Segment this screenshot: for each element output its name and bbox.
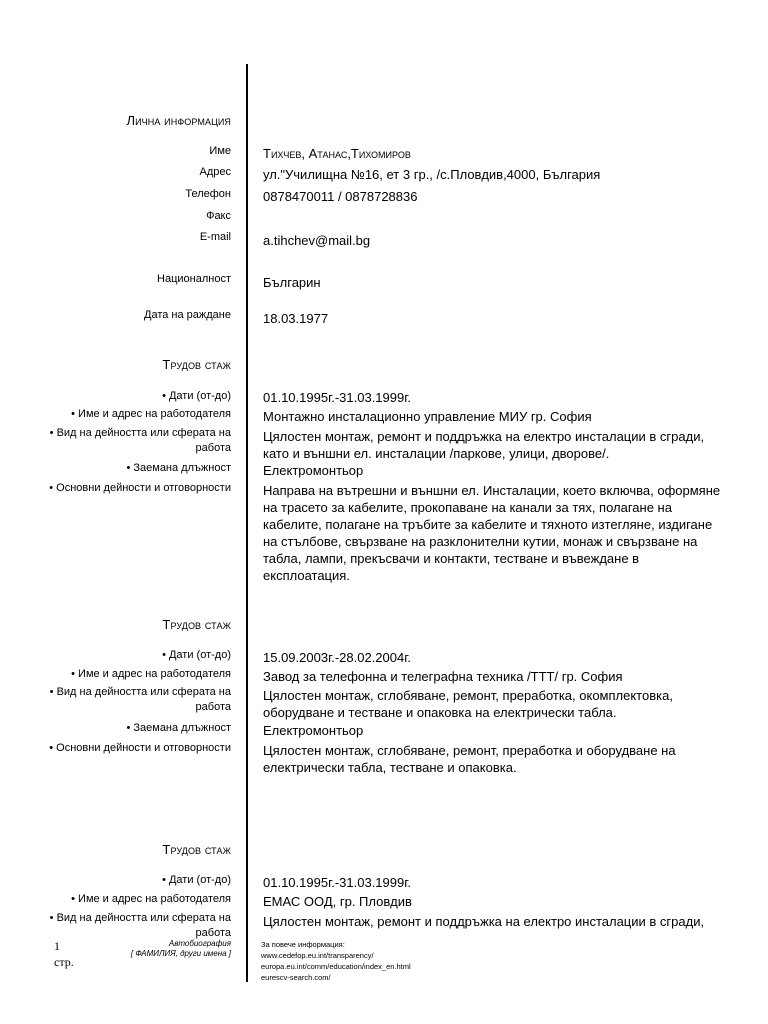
section-title-work-2: Трудов стаж [162,617,231,632]
job-3-activity: Цялостен монтаж, ремонт и поддръжка на електро инсталации в сгради, [263,914,705,929]
label-fax: Факс [206,210,231,222]
job-2-duties: Цялостен монтаж, сглобяване, ремонт, преработка и оборудване на електрически табла, тестване и опаковка. [263,743,676,775]
value-phone: 0878470011 / 0878728836 [263,189,418,204]
job-1-activity: Цялостен монтаж, ремонт и поддръжка на електро инсталации в сгради, като и външни ел. инсталации /паркове, улици, дворове/. [263,429,705,461]
label-position: • Заемана длъжност [126,722,231,734]
page-number-word: стр. [54,955,74,969]
footer-doc-title [131,939,231,959]
label-activity: • Вид на дейността или сферата на работа [49,912,231,939]
value-birthdate: 18.03.1977 [263,311,329,326]
label-duties: • Основни дейности и отговорности [49,742,231,754]
footer-info-heading: За повече информация: [261,940,345,949]
job-1-employer: Монтажно инсталационно управление МИУ гр. София [263,409,592,424]
label-employer: • Име и адрес на работодателя [71,668,231,680]
label-employer: • Име и адрес на работодателя [71,893,231,905]
vertical-divider [246,64,248,982]
job-1-duties: Направа на вътрешни и външни ел. Инсталации, което включва, оформяне на трасето за кабелите, прокопаване на канали за тях, полагане на кабелите, полагане на тръбите за кабелите и тяхното изтегляне, издигане на стълбове, свързване на разклонителни кутии, монаж и свързване на табла, лампи, прекъсвачи и контакти, тестване и въвеждане в експлоатация. [263,483,721,583]
value-name: Тихчев, Атанас,Тихомиров [263,146,411,161]
job-2-dates: 15.09.2003г.-28.02.2004г. [263,650,411,665]
job-2-employer: Завод за телефонна и телеграфна техника /ТТТ/ гр. София [263,669,623,684]
label-dates: • Дати (от-до) [162,649,231,661]
value-email: a.tihchev@mail.bg [263,233,371,248]
label-activity: • Вид на дейността или сферата на работа [49,427,231,454]
job-3-employer: ЕМАС ООД, гр. Пловдив [263,894,412,909]
label-email: E-mail [199,231,231,243]
job-1-dates: 01.10.1995г.-31.03.1999г. [263,390,411,405]
label-position: • Заемана длъжност [126,462,231,474]
label-dates: • Дати (от-до) [162,390,231,402]
page-number-value: 1 [54,939,60,953]
footer-doc-title-text: Автобиография [168,939,231,948]
footer-link[interactable]: europa.eu.int/comm/education/index_en.html [261,962,411,971]
label-nationality: Националност [157,273,231,285]
footer-link[interactable]: www.cedefop.eu.int/transparency/ [261,951,374,960]
value-nationality: Българин [263,275,321,290]
label-name: Име [209,145,231,157]
label-address: Адрес [199,166,231,178]
section-title-work-1: Трудов стаж [162,357,231,372]
section-title-work-3: Трудов стаж [162,842,231,857]
page-number [54,938,74,970]
footer-link[interactable]: eurescv-search.com/ [261,973,331,982]
job-2-position: Електромонтьор [263,723,364,738]
label-duties: • Основни дейности и отговорности [49,482,231,494]
label-phone: Телефон [185,188,231,200]
label-dates: • Дати (от-до) [162,874,231,886]
job-1-position: Електромонтьор [263,463,364,478]
section-title-personal: Лична информация [126,113,231,128]
footer-doc-subtitle: [ ФАМИЛИЯ, други имена ] [130,949,231,958]
label-activity: • Вид на дейността или сферата на работа [49,686,231,713]
job-3-dates: 01.10.1995г.-31.03.1999г. [263,875,411,890]
label-birthdate: Дата на раждане [144,309,231,321]
job-2-activity: Цялостен монтаж, сглобяване, ремонт, преработка, окомплектовка, оборудване и тестване и опаковка на електрически табла. [263,688,673,720]
label-employer: • Име и адрес на работодателя [71,408,231,420]
value-address: ул."Училищна №16, ет 3 гр., /с.Пловдив,4000, България [263,167,601,182]
footer-info [261,939,411,983]
